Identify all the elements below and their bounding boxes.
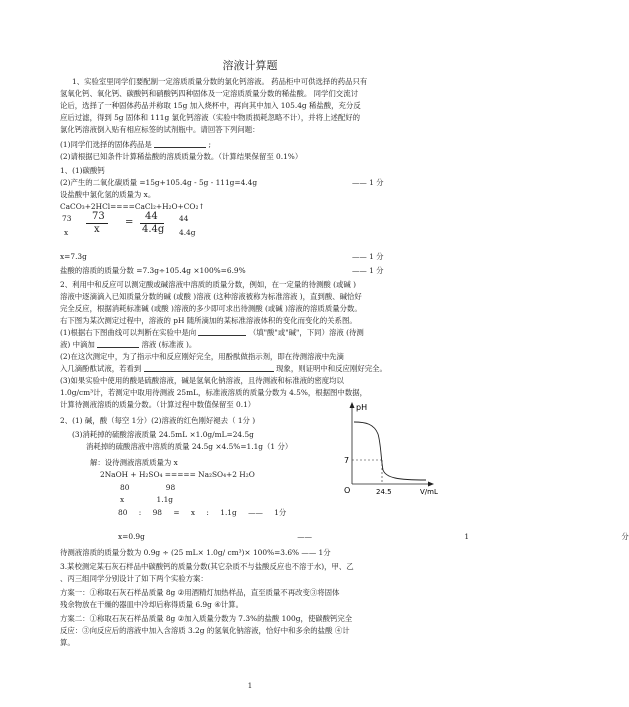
q2-line-1: 2、利用中和反应可以测定酸或碱溶液中溶质的质量分数，例如，在一定量的待测酸 (或碱 ) [60, 280, 357, 289]
q2-sub-1 [60, 328, 364, 337]
fraction-den-right: 4.4g [142, 224, 165, 235]
q2-line-4: 右下图为某次测定过程中，溶液的 pH 随所滴加的某标准溶液体积的变化而变化的关系图。 [60, 316, 357, 325]
q2-sub-1-text: (1)根据右下图曲线可以判断在实验中是向 [60, 328, 197, 337]
fraction-eq: = [125, 217, 134, 228]
page-title: 溶液计算题 [222, 59, 278, 72]
q2-sub-1-cont [60, 340, 196, 349]
a1-line-3: 设盐酸中氯化氢的质量为 x。 [60, 190, 156, 199]
q2-line-3: 完全反应，根据消耗标准碱 (或酸 )溶液的多少即可求出待测酸 (或碱 )溶液的溶质质量分数。 [60, 304, 362, 313]
a2-line-3: 消耗掉的硫酸溶液中溶质的质量 24.5g ×4.5%=1.1g（1 分） [86, 442, 293, 451]
q2-sub-3-cont-2: 计算待测液溶质的质量分数。（计算过程中数值保留至 0.1） [60, 400, 256, 409]
answer-blank[interactable] [144, 364, 274, 372]
a1-equation: CaCO₃+2HCl====CaCl₂+H₂O+CO₂↑ [60, 202, 205, 211]
score-mark: —— 1 分 [352, 252, 384, 261]
q3-plan-2-cont: 反应：③向反应后的溶液中加入含溶质 3.2g 的氢氧化钠溶液，恰好中和多余的盐酸 ④计 [60, 626, 350, 635]
x-axis-arrow-icon [428, 482, 434, 487]
y-axis-label: pH [356, 403, 368, 412]
answer-blank[interactable] [198, 328, 246, 336]
side-bottom: x [64, 228, 69, 237]
a2-line-1: 2、(1) 碱，酸（每空 1分）(2)溶液的红色刚好褪去（ 1分 ) [60, 416, 256, 425]
q3-plan-2: 方案二：①称取石灰石样品质量 8g ②加入质量分数为 7.3%的盐酸 100g，使碳酸钙完全 [60, 614, 353, 623]
answer-blank[interactable] [97, 340, 139, 348]
fraction-num-left: 73 [92, 211, 105, 222]
a1-x-value: x=7.3g [60, 252, 87, 261]
a1-line-2: (2)产生的二氧化碳质量 =15g+105.4g - 5g - 111g=4.4g [60, 178, 258, 187]
origin-label: O [344, 486, 351, 495]
ph-curve [354, 422, 426, 480]
y-axis-arrow-icon [350, 402, 355, 408]
q1-line-4: 应后过滤，得到 5g 固体和 111g 氯化钙溶液（实验中物质损耗忽略不计），并将上述配好的 [60, 113, 361, 122]
q2-sub-2-cont-text: 入几滴酚酞试液，若看到 [60, 364, 142, 373]
q2-line-2: 溶液中逐滴滴入已知质量分数的碱 (或酸 )溶液 (这种溶液被称为标准溶液 )，直到酸、碱恰好 [60, 292, 362, 301]
q2-sub-3: (3)如果实验中使用的酸是硫酸溶液，碱是氢氧化钠溶液，且待测液和标准液的密度均以 [60, 376, 344, 385]
x-tick: 24.5 [376, 488, 392, 496]
y-tick: 7 [344, 456, 350, 465]
q3-plan-2-end: 算。 [60, 638, 75, 647]
a1-result: 盐酸的溶质的质量分数 =7.3g÷105.4g ×100%=6.9% [60, 266, 246, 275]
q1-sub-1 [60, 140, 211, 149]
q1-line-2: 氢氧化钙、氧化钙、碳酸钙和硝酸钙四种固体及一定溶质质量分数的稀盐酸。 同学们交流讨 [60, 89, 358, 98]
a2-masses: 80 98 [120, 483, 176, 492]
page-number: 1 [247, 682, 253, 690]
fraction-den-left: x [94, 224, 100, 235]
q2-sub-1-choice: （填"酸"或"碱"，下同）溶液 (待测 [248, 328, 364, 337]
a2-ratio: 80 : 98 = x : 1.1g —— 1分 [118, 508, 287, 517]
q2-sub-2-phenomenon: 现象，则证明中和反应刚好完全。 [276, 364, 387, 373]
ph-chart [330, 400, 440, 500]
q1-sub-2: (2)请根据已知条件计算稀盐酸的溶质质量分数。（计算结果保留至 0.1%） [60, 152, 303, 161]
a2-solve: 解：设待测液溶质质量为 x [90, 458, 178, 467]
side-top: 73 [62, 214, 72, 223]
score-mark: —— 1 分 [352, 178, 384, 187]
a2-x-value: x=0.9g —— 1 分 [118, 532, 629, 541]
side-top-right: 44 [179, 214, 189, 223]
a2-unknowns: x 1.1g [120, 495, 174, 504]
a1-line-1: 1、(1)碳酸钙 [60, 166, 105, 175]
q1-line-3: 论后，选择了一种固体药品并称取 15g 加入烧杯中，再向其中加入 105.4g 稀盐酸，充分反 [60, 101, 361, 110]
side-bottom-right: 4.4g [179, 228, 196, 237]
a2-result: 待测液溶质的质量分数为 0.9g ÷ (25 mL× 1.0g/ cm³)× 100%=3.6% —— 1分 [60, 548, 331, 557]
q1-line-5: 氯化钙溶液倒入贴有相应标签的试剂瓶中。请回答下列问题： [60, 125, 260, 134]
q2-sub-3-cont: 1.0g/cm³计，若测定中取用待测液 25mL，标准液溶质的质量分数为 4.5%，根据图中数据， [60, 388, 367, 397]
x-axis-label: V/mL [420, 488, 438, 496]
q2-sub-1-std: 溶液 (标准液 )。 [141, 340, 197, 349]
q3-line-2: 、丙三组同学分别设计了如下两个实验方案： [60, 574, 208, 583]
q2-sub-2-cont [60, 364, 387, 373]
score-mark: —— 1 分 [352, 266, 384, 275]
q3-line-1: 3.某校测定某石灰石样品中碳酸钙的质量分数(其它杂质不与盐酸反应也不溶于水)，甲、乙 [60, 562, 354, 571]
blank-end: ; [208, 140, 211, 149]
q2-sub-1-cont-text: 液) 中滴加 [60, 340, 95, 349]
fraction-num-right: 44 [145, 211, 158, 222]
q3-plan-1-cont: 残余物放在干燥的器皿中冷却后称得质量 6.9g ④计算。 [60, 600, 244, 609]
answer-blank[interactable] [154, 140, 206, 148]
q1-line-1: 1、实验室里同学们要配制一定溶质质量分数的氯化钙溶液。 药品柜中可供选择的药品只有 [72, 77, 368, 86]
q1-sub-1-text: (1)同学们选择的固体药品是 [60, 140, 152, 149]
q3-plan-1: 方案一：①称取石灰石样品质量 8g ②用酒精灯加热样品，直至质量不再改变③将固体 [60, 588, 340, 597]
a2-line-2: (3)消耗掉的硫酸溶液质量 24.5mL ×1.0g/mL=24.5g [72, 430, 254, 439]
a2-equation: 2NaOH + H₂SO₄ ===== Na₂SO₄+2 H₂O [100, 470, 255, 479]
q2-sub-2: (2)在这次测定中，为了指示中和反应刚好完全，用酚酞做指示剂，即在待测溶液中先滴 [60, 352, 344, 361]
